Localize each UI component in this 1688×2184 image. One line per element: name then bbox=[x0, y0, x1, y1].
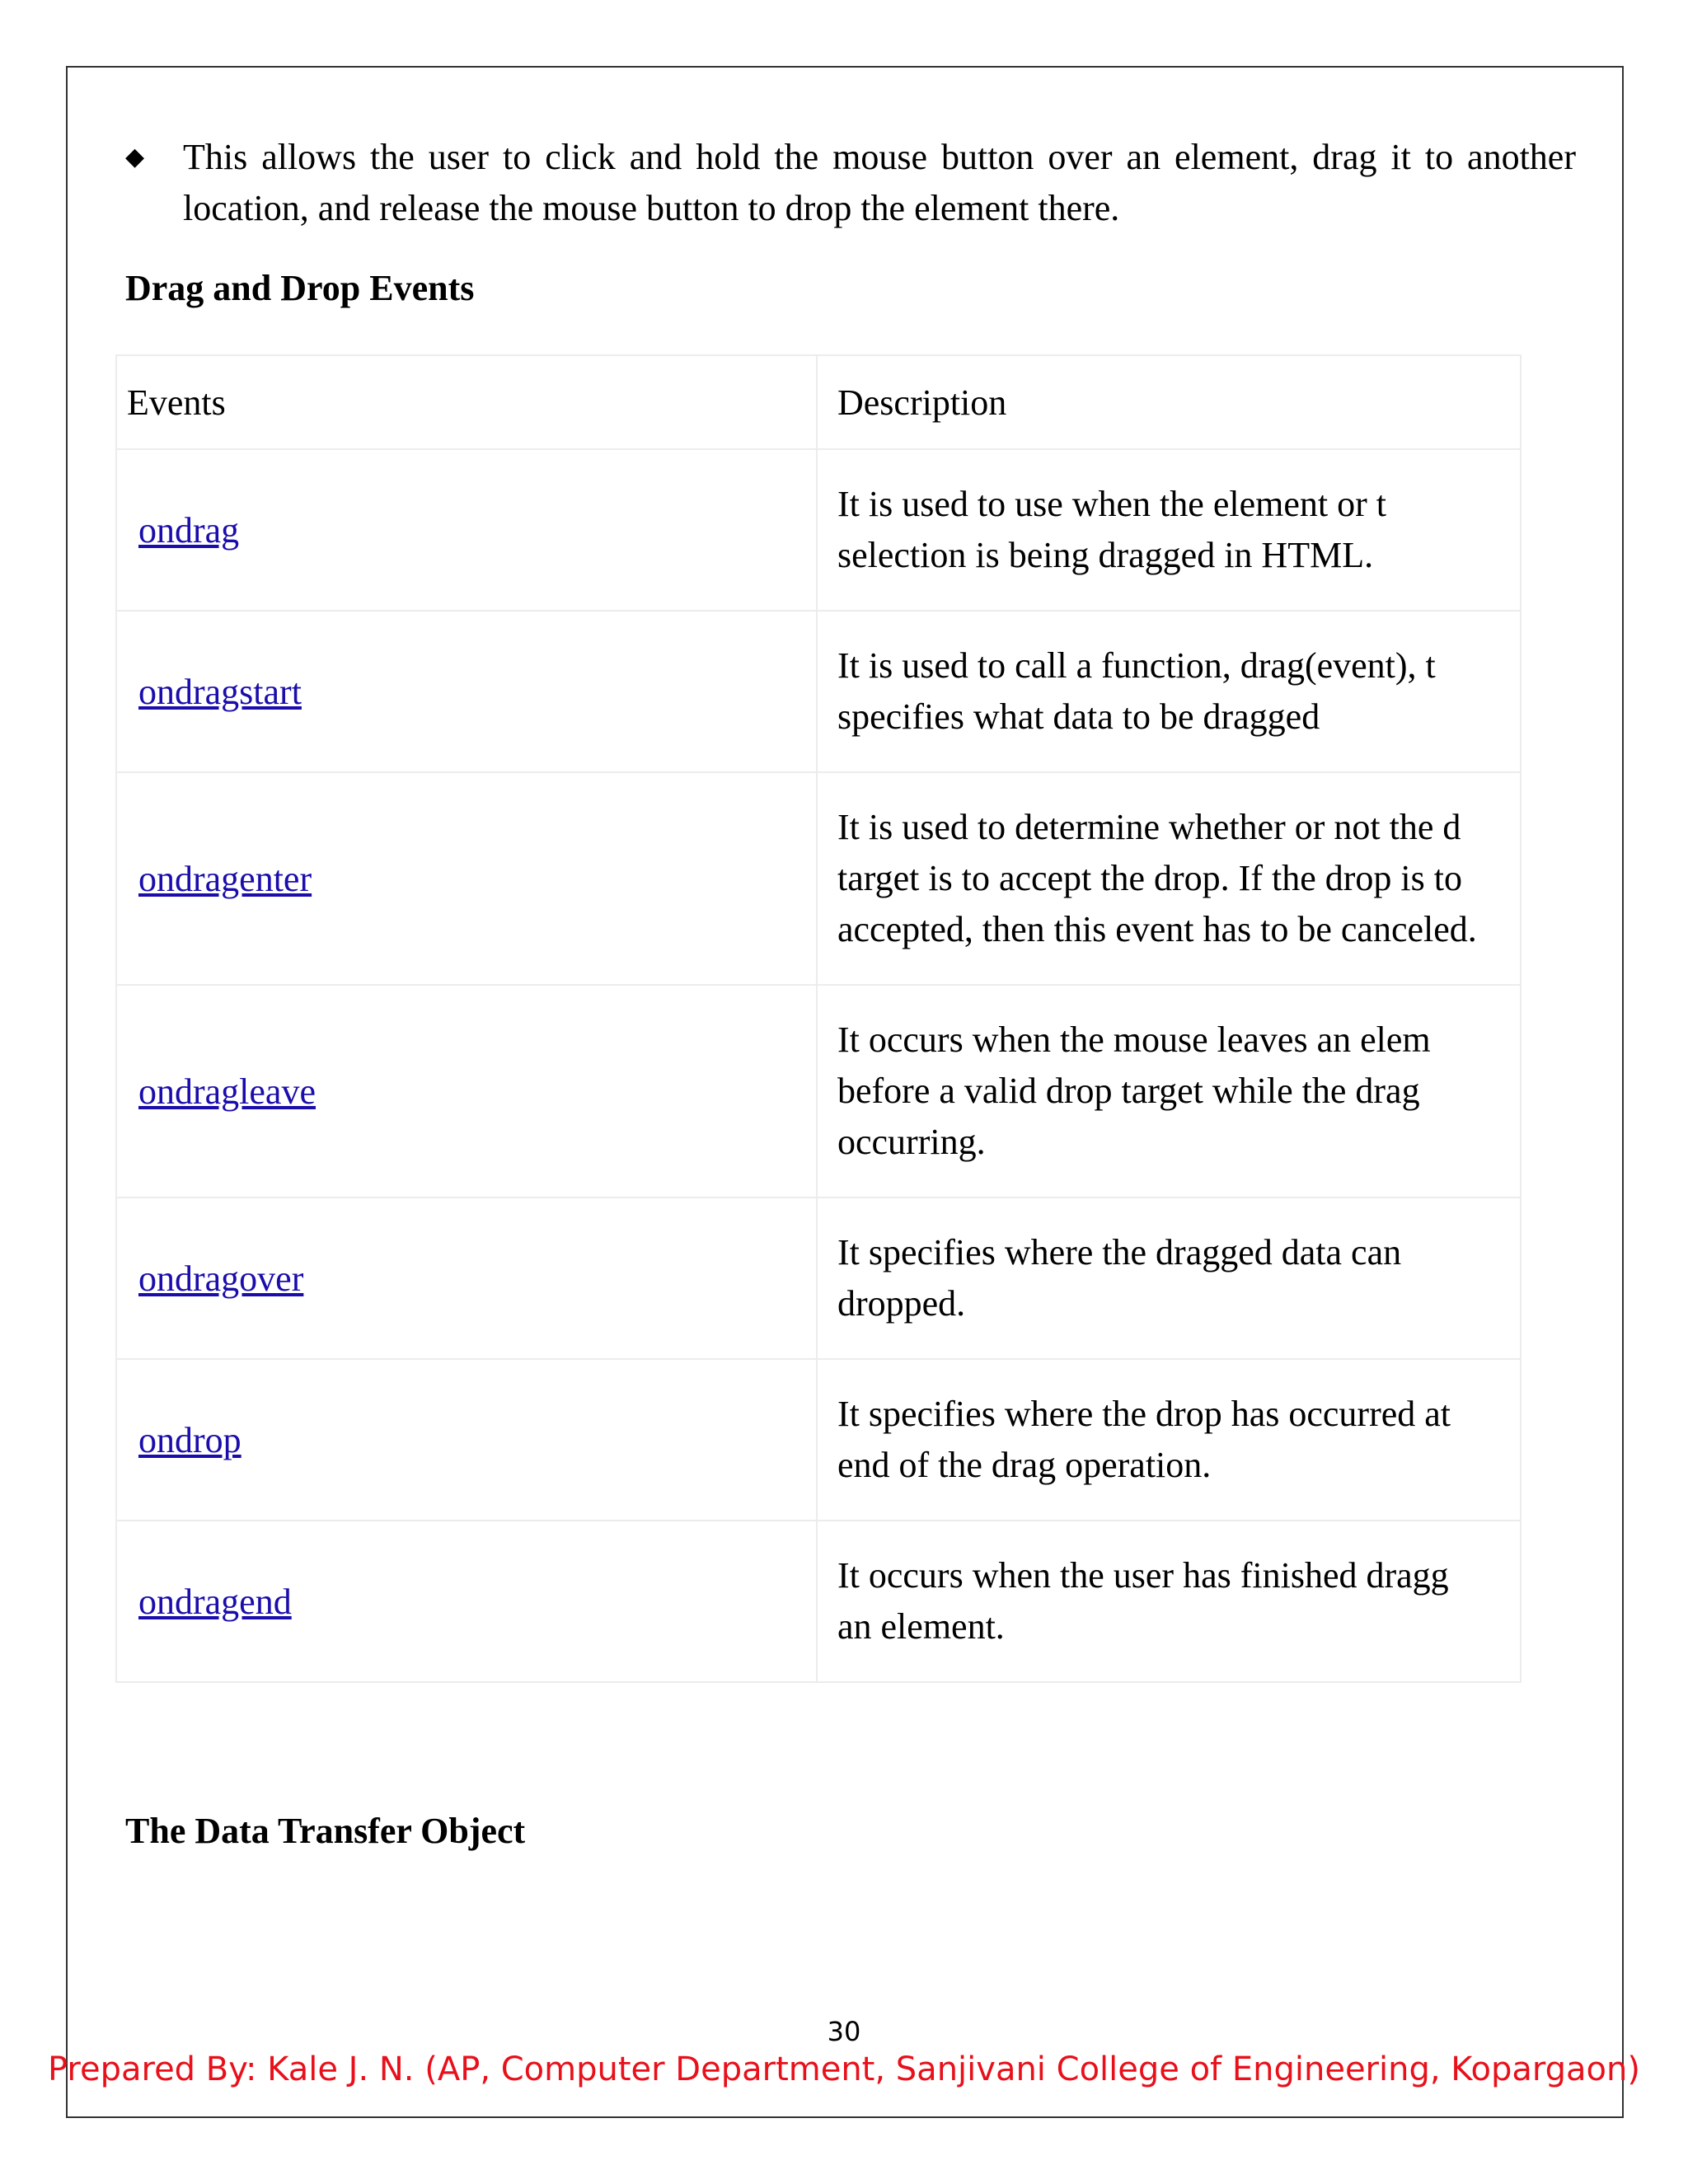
section-heading-drag-drop-events: Drag and Drop Events bbox=[125, 268, 475, 308]
diamond-bullet-icon: ◆ bbox=[125, 143, 145, 171]
table-row bbox=[116, 772, 1521, 985]
event-link-ondragend[interactable]: ondragend bbox=[138, 1581, 292, 1622]
event-description: It is used to determine whether or not the d target is to accept the drop. If the drop is to accepted, then this event has to be canceled. bbox=[837, 807, 1477, 949]
table-row bbox=[116, 611, 1521, 772]
page-number: 30 bbox=[827, 2016, 861, 2047]
event-description: It occurs when the mouse leaves an elem before a valid drop target while the drag occurring. bbox=[837, 1019, 1431, 1162]
event-link-ondrag[interactable]: ondrag bbox=[138, 509, 240, 551]
table-row bbox=[116, 1521, 1521, 1682]
table-row bbox=[116, 985, 1521, 1197]
event-link-ondrop[interactable]: ondrop bbox=[138, 1419, 241, 1460]
intro-bullet bbox=[125, 132, 1576, 234]
header-description: Description bbox=[837, 382, 1007, 423]
table-row bbox=[116, 1197, 1521, 1359]
event-description: It occurs when the user has finished dragg an element. bbox=[837, 1555, 1449, 1647]
events-table bbox=[115, 354, 1522, 1683]
section-heading-data-transfer: The Data Transfer Object bbox=[125, 1811, 526, 1851]
header-events: Events bbox=[127, 382, 226, 423]
event-description: It specifies where the dragged data can dropped. bbox=[837, 1232, 1402, 1324]
intro-text: This allows the user to click and hold the mouse button over an element, drag it to another location, and release the mouse button to drop the element there. bbox=[183, 137, 1576, 228]
event-link-ondragstart[interactable]: ondragstart bbox=[138, 671, 302, 712]
event-link-ondragleave[interactable]: ondragleave bbox=[138, 1071, 316, 1112]
event-description: It specifies where the drop has occurred at end of the drag operation. bbox=[837, 1394, 1451, 1485]
event-link-ondragenter[interactable]: ondragenter bbox=[138, 858, 312, 899]
table-row bbox=[116, 449, 1521, 611]
table-row bbox=[116, 1359, 1521, 1521]
event-link-ondragover[interactable]: ondragover bbox=[138, 1258, 304, 1299]
event-description: It is used to use when the element or t selection is being dragged in HTML. bbox=[837, 484, 1386, 575]
table-header-row bbox=[116, 355, 1521, 449]
footer-credit: Prepared By: Kale J. N. (AP, Computer Department, Sanjivani College of Engineering, Kopargaon) bbox=[48, 2050, 1640, 2088]
event-description: It is used to call a function, drag(event), t specifies what data to be dragged bbox=[837, 645, 1436, 737]
